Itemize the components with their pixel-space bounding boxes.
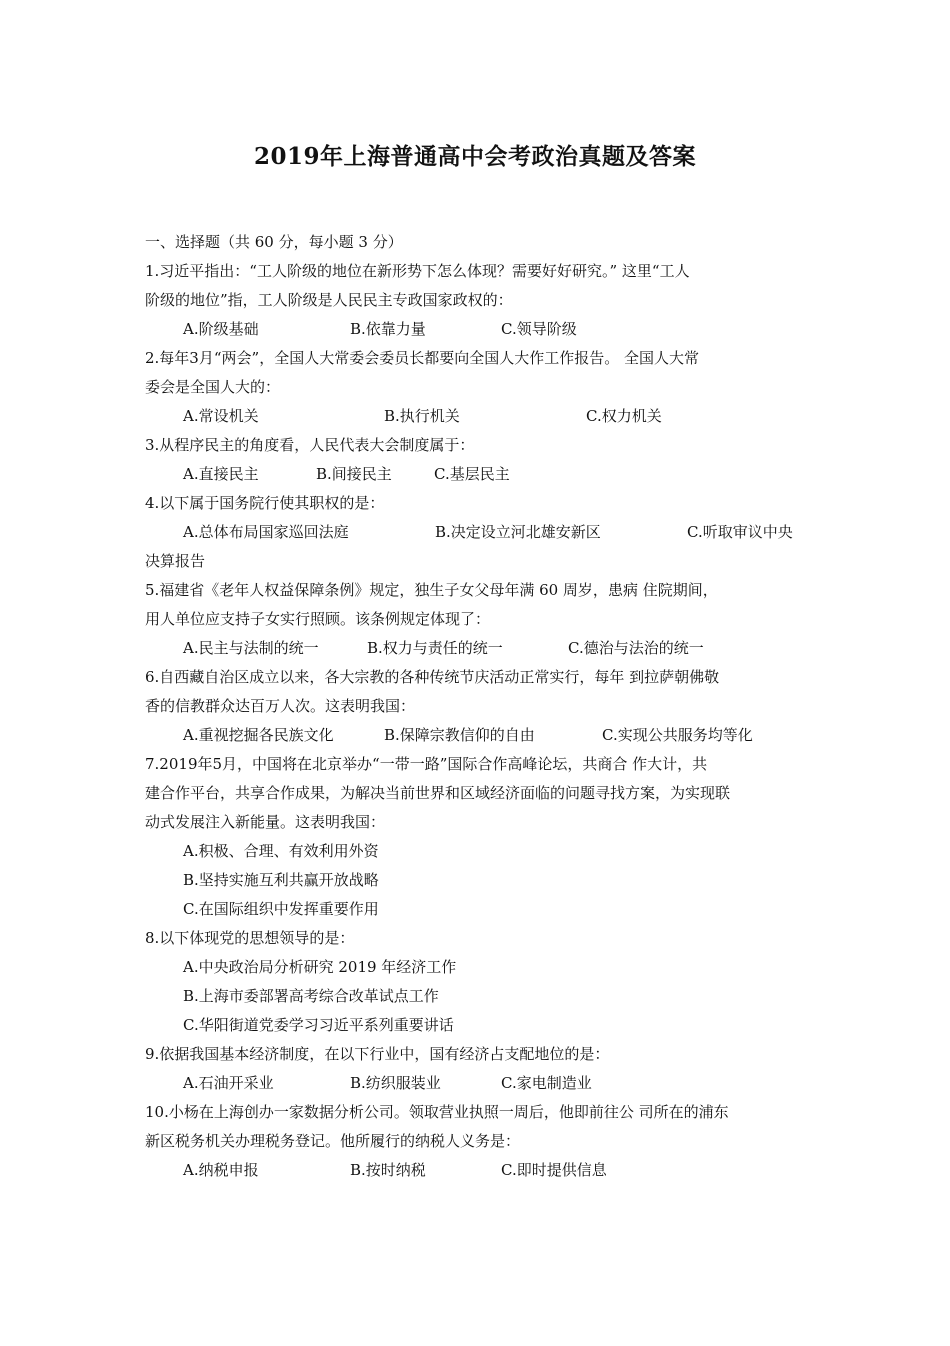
option-b: B.按时纳税 (350, 1161, 426, 1179)
question-7-option-a: A.积极、合理、有效利用外资 (183, 842, 379, 860)
question-3-stem-line-1: 3.从程序民主的角度看，人民代表大会制度属于： (145, 436, 475, 454)
option-a: A.民主与法制的统一 (183, 639, 319, 657)
question-4 (145, 489, 810, 576)
question-1-stem-line-1: 1.习近平指出：“工人阶级的地位在新形势下怎么体现？需要好好研究。” 这里“工人 (145, 262, 690, 280)
question-6-stem-line-2: 香的信教群众达百万人次。这表明我国： (145, 697, 416, 715)
question-8-option-a: A.中央政治局分析研究 2019 年经济工作 (183, 958, 457, 976)
question-1-stem-line-2: 阶级的地位”指，工人阶级是人民民主专政国家政权的： (145, 291, 513, 309)
question-4-options (145, 518, 810, 547)
question-9-stem-line-1: 9.依据我国基本经济制度，在以下行业中，国有经济占支配地位的是： (145, 1045, 610, 1063)
option-b: B.决定设立河北雄安新区 (435, 523, 601, 541)
page-title: 2019年上海普通高中会考政治真题及答案 (253, 143, 696, 170)
option-a: A.常设机关 (183, 407, 259, 425)
question-5-stem-line-1: 5.福建省《老年人权益保障条例》规定，独生子女父母年满 60 周岁，患病 住院期间， (145, 581, 718, 599)
option-c: C.领导阶级 (501, 320, 577, 338)
question-10 (145, 1098, 810, 1185)
question-9 (145, 1040, 810, 1098)
option-c: C.即时提供信息 (501, 1161, 607, 1179)
question-4-stem-line-1: 4.以下属于国务院行使其职权的是： (145, 494, 385, 512)
question-7-stem-line-2: 建合作平台，共享合作成果，为解决当前世界和区域经济面临的问题寻找方案，为实现联 (145, 784, 731, 802)
option-b: B.执行机关 (384, 407, 460, 425)
option-b: B.纺织服装业 (350, 1074, 441, 1092)
question-1-options (145, 315, 810, 344)
question-3-options (145, 460, 810, 489)
option-b: B.权力与责任的统一 (367, 639, 503, 657)
question-7-option-b: B.坚持实施互利共赢开放战略 (183, 871, 379, 889)
question-10-stem-line-2: 新区税务机关办理税务登记。他所履行的纳税人义务是： (145, 1132, 521, 1150)
question-4-continuation: 决算报告 (145, 552, 206, 570)
document-body (145, 228, 810, 1185)
option-a: A.石油开采业 (183, 1074, 274, 1092)
question-8-option-c: C.华阳街道党委学习习近平系列重要讲话 (183, 1016, 454, 1034)
question-7 (145, 750, 810, 924)
question-2 (145, 344, 810, 431)
question-2-stem-line-2: 委会是全国人大的： (145, 378, 281, 396)
question-7-stem-line-1: 7.2019年5月，中国将在北京举办“一带一路”国际合作高峰论坛，共商合 作大计，共 (145, 755, 708, 773)
option-a: A.纳税申报 (183, 1161, 259, 1179)
section-heading: 一、选择题（共 60 分，每小题 3 分） (145, 233, 403, 251)
question-2-stem-line-1: 2.每年3月“两会”，全国人大常委会委员长都要向全国人大作工作报告。 全国人大常 (145, 349, 699, 367)
option-c: C.实现公共服务均等化 (602, 726, 753, 744)
question-5 (145, 576, 810, 663)
option-c: C.德治与法治的统一 (568, 639, 704, 657)
question-3 (145, 431, 810, 489)
option-b: B.依靠力量 (350, 320, 426, 338)
question-9-options (145, 1069, 810, 1098)
question-6 (145, 663, 810, 750)
option-c: C.基层民主 (434, 465, 510, 483)
option-c: C.权力机关 (586, 407, 662, 425)
option-a: A.重视挖掘各民族文化 (183, 726, 334, 744)
option-a: A.阶级基础 (183, 320, 259, 338)
question-6-options (145, 721, 810, 750)
question-5-stem-line-2: 用人单位应支持子女实行照顾。该条例规定体现了： (145, 610, 491, 628)
question-6-stem-line-1: 6.自西藏自治区成立以来，各大宗教的各种传统节庆活动正常实行，每年 到拉萨朝佛敬 (145, 668, 720, 686)
question-10-stem-line-1: 10.小杨在上海创办一家数据分析公司。领取营业执照一周后，他即前往公 司所在的浦东 (145, 1103, 729, 1121)
question-5-options (145, 634, 810, 663)
option-b: B.保障宗教信仰的自由 (384, 726, 535, 744)
option-a: A.总体布局国家巡回法庭 (183, 523, 349, 541)
option-a: A.直接民主 (183, 465, 259, 483)
question-7-stem-line-3: 动式发展注入新能量。这表明我国： (145, 813, 386, 831)
question-8-stem-line-1: 8.以下体现党的思想领导的是： (145, 929, 355, 947)
option-c: C.家电制造业 (501, 1074, 592, 1092)
option-b: B.间接民主 (316, 465, 392, 483)
question-8-option-b: B.上海市委部署高考综合改革试点工作 (183, 987, 439, 1005)
question-8 (145, 924, 810, 1040)
question-10-options (145, 1156, 810, 1185)
question-2-options (145, 402, 810, 431)
question-1 (145, 257, 810, 344)
question-7-option-c: C.在国际组织中发挥重要作用 (183, 900, 379, 918)
option-c: C.听取审议中央 (687, 523, 793, 541)
